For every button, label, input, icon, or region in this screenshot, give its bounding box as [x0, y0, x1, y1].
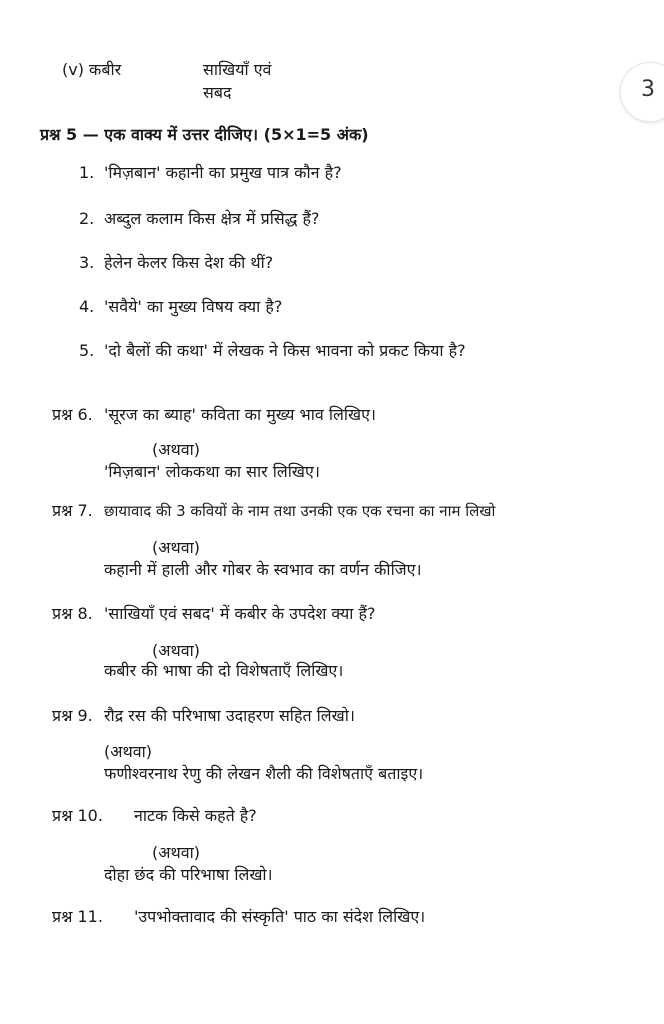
q5-item-5-number: 5. [79, 341, 95, 360]
q7-or: (अथवा) [152, 538, 200, 557]
q8-label: प्रश्न 8. [52, 604, 93, 623]
q6-label: प्रश्न 6. [52, 405, 93, 424]
q5-item-1-text: 'मिज़बान' कहानी का प्रमुख पात्र कौन है? [104, 163, 342, 182]
q8-text: 'साखियाँ एवं सबद' में कबीर के उपदेश क्या हैं? [104, 604, 376, 623]
q9-text: रौद्र रस की परिभाषा उदाहरण सहित लिखो। [104, 706, 355, 725]
q5-item-1-number: 1. [79, 163, 95, 182]
q5-item-2-number: 2. [79, 209, 95, 228]
q5-item-3-text: हेलेन केलर किस देश की थीं? [104, 253, 274, 272]
q5-item-3-number: 3. [79, 253, 95, 272]
q5-item-4-text: 'सवैये' का मुख्य विषय क्या है? [104, 297, 283, 316]
q9-or: (अथवा) [104, 742, 152, 761]
q10-text: नाटक किसे कहते है? [134, 806, 257, 825]
q6-or: (अथवा) [152, 440, 200, 459]
q7-alt-text: कहानी में हाली और गोबर के स्वभाव का वर्णन कीजिए। [104, 560, 422, 579]
page-number-badge [620, 62, 664, 122]
q5-item-2-text: अब्दुल कलाम किस क्षेत्र में प्रसिद्ध हैं? [104, 209, 320, 228]
q6-text: 'सूरज का ब्याह' कविता का मुख्य भाव लिखिए। [104, 405, 376, 424]
q5-heading: प्रश्न 5 — एक वाक्य में उत्तर दीजिए। (5×1=5 अंक) [40, 125, 369, 144]
q11-label: प्रश्न 11. [52, 907, 103, 926]
q7-label: प्रश्न 7. [52, 501, 93, 520]
kabir-work-line1: साखियाँ एवं [203, 60, 272, 79]
q6-alt-text: 'मिज़बान' लोककथा का सार लिखिए। [104, 462, 320, 481]
q8-alt-text: कबीर की भाषा की दो विशेषताएँ लिखिए। [104, 661, 344, 680]
q10-label: प्रश्न 10. [52, 806, 103, 825]
kabir-label: (v) कबीर [62, 60, 122, 79]
q9-alt-text: फणीश्वरनाथ रेणु की लेखन शैली की विशेषताएँ बताइए। [104, 764, 424, 783]
q5-item-4-number: 4. [79, 297, 95, 316]
q7-text: छायावाद की 3 कवियों के नाम तथा उनकी एक एक रचना का नाम लिखो [104, 502, 496, 520]
q9-label: प्रश्न 9. [52, 706, 93, 725]
page-number: 3 [641, 77, 655, 102]
kabir-work-line2: सबद [203, 83, 232, 102]
q5-item-5-text: 'दो बैलों की कथा' में लेखक ने किस भावना को प्रकट किया है? [104, 341, 466, 360]
q11-text: 'उपभोक्तावाद की संस्कृति' पाठ का संदेश लिखिए। [134, 907, 426, 926]
q8-or: (अथवा) [152, 641, 200, 660]
q10-alt-text: दोहा छंद की परिभाषा लिखो। [104, 865, 273, 884]
q10-or: (अथवा) [152, 843, 200, 862]
